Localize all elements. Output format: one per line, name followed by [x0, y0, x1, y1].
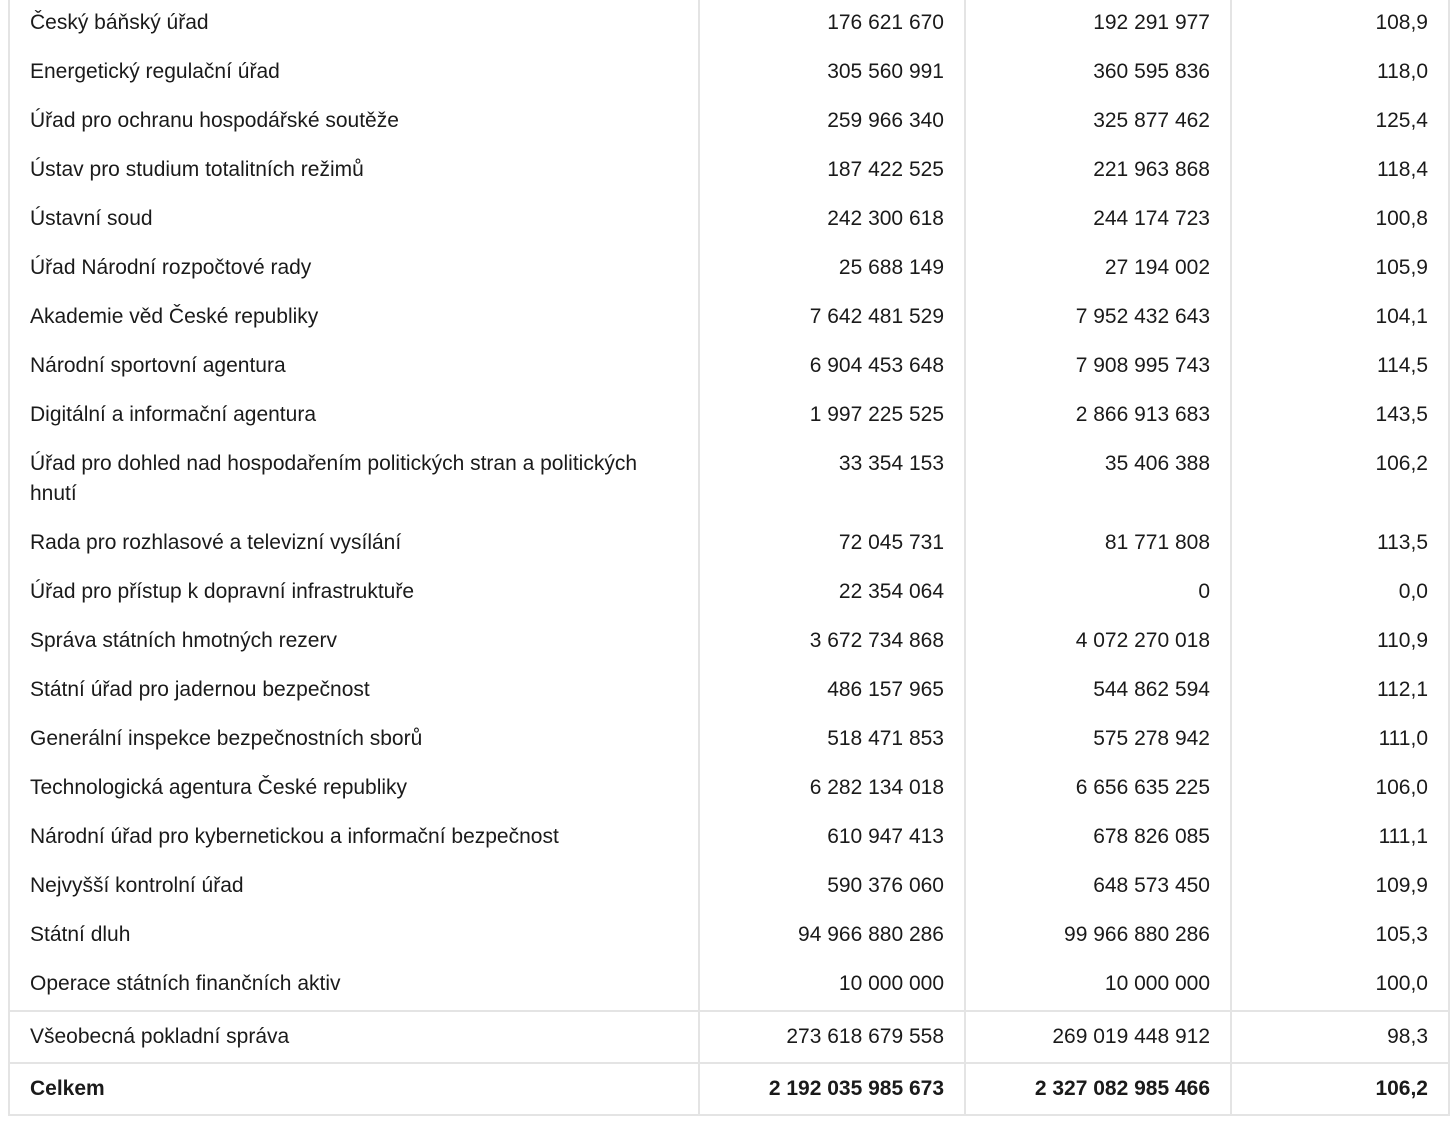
row-value-b: 192 291 977: [965, 0, 1231, 49]
table-row: [9, 294, 1449, 343]
row-name: Úřad Národní rozpočtové rady: [9, 245, 699, 294]
table-row: [9, 814, 1449, 863]
table-row: [9, 863, 1449, 912]
row-index: 0,0: [1231, 569, 1449, 618]
total-index: 106,2: [1231, 1063, 1449, 1115]
row-value-b: 0: [965, 569, 1231, 618]
row-value-b: 81 771 808: [965, 520, 1231, 569]
row-value-b: 10 000 000: [965, 961, 1231, 1011]
row-value-b: 360 595 836: [965, 49, 1231, 98]
budget-table: [8, 0, 1450, 1116]
row-index: 114,5: [1231, 343, 1449, 392]
row-name: Úřad pro přístup k dopravní infrastruktuře: [9, 569, 699, 618]
row-name: Český báňský úřad: [9, 0, 699, 49]
row-value-b: 269 019 448 912: [965, 1011, 1231, 1063]
row-index: 118,4: [1231, 147, 1449, 196]
row-value-a: 259 966 340: [699, 98, 965, 147]
table-row: [9, 569, 1449, 618]
table-row: [9, 667, 1449, 716]
row-name: Energetický regulační úřad: [9, 49, 699, 98]
table-row-vps: [9, 1011, 1449, 1063]
table-row: [9, 716, 1449, 765]
row-value-a: 25 688 149: [699, 245, 965, 294]
table-row: [9, 343, 1449, 392]
row-index: 125,4: [1231, 98, 1449, 147]
table-row: [9, 147, 1449, 196]
table-row: [9, 912, 1449, 961]
row-index: 105,9: [1231, 245, 1449, 294]
table-row: [9, 961, 1449, 1011]
row-name: Všeobecná pokladní správa: [9, 1011, 699, 1063]
row-value-b: 678 826 085: [965, 814, 1231, 863]
row-value-a: 7 642 481 529: [699, 294, 965, 343]
row-value-b: 325 877 462: [965, 98, 1231, 147]
row-index: 111,1: [1231, 814, 1449, 863]
budget-table-container: [8, 0, 1448, 1116]
row-name: Úřad pro ochranu hospodářské soutěže: [9, 98, 699, 147]
row-value-b: 575 278 942: [965, 716, 1231, 765]
row-index: 100,0: [1231, 961, 1449, 1011]
row-name: Rada pro rozhlasové a televizní vysílání: [9, 520, 699, 569]
row-index: 106,2: [1231, 441, 1449, 520]
row-value-b: 4 072 270 018: [965, 618, 1231, 667]
row-value-b: 648 573 450: [965, 863, 1231, 912]
row-value-b: 244 174 723: [965, 196, 1231, 245]
row-value-a: 590 376 060: [699, 863, 965, 912]
row-value-a: 33 354 153: [699, 441, 965, 520]
row-value-a: 22 354 064: [699, 569, 965, 618]
row-name: Operace státních finančních aktiv: [9, 961, 699, 1011]
total-value-a: 2 192 035 985 673: [699, 1063, 965, 1115]
table-row: [9, 49, 1449, 98]
table-body: [9, 0, 1449, 1115]
table-row: [9, 520, 1449, 569]
table-row: [9, 765, 1449, 814]
row-value-b: 27 194 002: [965, 245, 1231, 294]
row-value-b: 2 866 913 683: [965, 392, 1231, 441]
row-name: Národní úřad pro kybernetickou a informační bezpečnost: [9, 814, 699, 863]
row-name: Digitální a informační agentura: [9, 392, 699, 441]
total-value-b: 2 327 082 985 466: [965, 1063, 1231, 1115]
row-name: Státní úřad pro jadernou bezpečnost: [9, 667, 699, 716]
row-value-b: 544 862 594: [965, 667, 1231, 716]
row-name: Úřad pro dohled nad hospodařením politických stran a politických hnutí: [9, 441, 699, 520]
row-index: 143,5: [1231, 392, 1449, 441]
row-index: 109,9: [1231, 863, 1449, 912]
row-name: Akademie věd České republiky: [9, 294, 699, 343]
row-value-a: 3 672 734 868: [699, 618, 965, 667]
row-index: 110,9: [1231, 618, 1449, 667]
row-index: 113,5: [1231, 520, 1449, 569]
table-row: [9, 0, 1449, 49]
total-label: Celkem: [9, 1063, 699, 1115]
row-index: 106,0: [1231, 765, 1449, 814]
table-row: [9, 245, 1449, 294]
row-value-a: 10 000 000: [699, 961, 965, 1011]
row-index: 118,0: [1231, 49, 1449, 98]
row-name: Generální inspekce bezpečnostních sborů: [9, 716, 699, 765]
row-index: 112,1: [1231, 667, 1449, 716]
row-value-a: 518 471 853: [699, 716, 965, 765]
row-name: Ústavní soud: [9, 196, 699, 245]
row-value-a: 305 560 991: [699, 49, 965, 98]
row-value-a: 187 422 525: [699, 147, 965, 196]
row-index: 108,9: [1231, 0, 1449, 49]
row-index: 105,3: [1231, 912, 1449, 961]
row-value-a: 273 618 679 558: [699, 1011, 965, 1063]
row-value-b: 7 908 995 743: [965, 343, 1231, 392]
row-value-b: 221 963 868: [965, 147, 1231, 196]
table-row-total: [9, 1063, 1449, 1115]
row-name: Ústav pro studium totalitních režimů: [9, 147, 699, 196]
table-row: [9, 196, 1449, 245]
row-value-a: 6 904 453 648: [699, 343, 965, 392]
row-value-a: 610 947 413: [699, 814, 965, 863]
row-name: Státní dluh: [9, 912, 699, 961]
row-index: 104,1: [1231, 294, 1449, 343]
table-row: [9, 618, 1449, 667]
table-row: [9, 441, 1449, 520]
row-value-a: 94 966 880 286: [699, 912, 965, 961]
row-value-b: 7 952 432 643: [965, 294, 1231, 343]
row-name: Nejvyšší kontrolní úřad: [9, 863, 699, 912]
row-value-a: 1 997 225 525: [699, 392, 965, 441]
row-value-a: 176 621 670: [699, 0, 965, 49]
row-value-a: 242 300 618: [699, 196, 965, 245]
row-value-b: 35 406 388: [965, 441, 1231, 520]
table-row: [9, 392, 1449, 441]
row-index: 111,0: [1231, 716, 1449, 765]
row-name: Národní sportovní agentura: [9, 343, 699, 392]
row-value-b: 99 966 880 286: [965, 912, 1231, 961]
row-value-a: 6 282 134 018: [699, 765, 965, 814]
row-index: 100,8: [1231, 196, 1449, 245]
row-index: 98,3: [1231, 1011, 1449, 1063]
row-value-b: 6 656 635 225: [965, 765, 1231, 814]
row-value-a: 72 045 731: [699, 520, 965, 569]
row-name: Správa státních hmotných rezerv: [9, 618, 699, 667]
row-name: Technologická agentura České republiky: [9, 765, 699, 814]
table-row: [9, 98, 1449, 147]
row-value-a: 486 157 965: [699, 667, 965, 716]
